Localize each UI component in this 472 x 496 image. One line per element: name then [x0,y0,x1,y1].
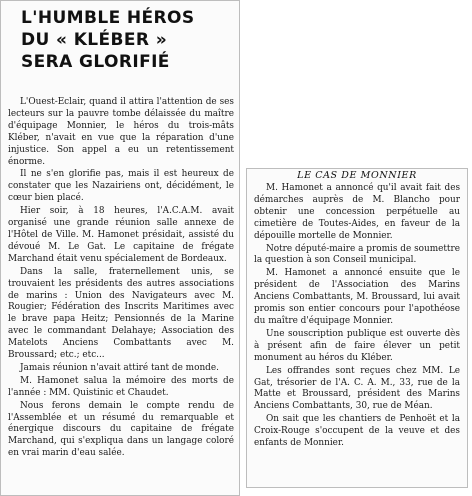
paragraph: M. Hamonet salua la mémoire des morts de l'année : MM. Quistinic et Chaudet. [8,375,234,398]
right-article-body [254,183,460,451]
paragraph: Dans la salle, fraternellement unis, se trouvaient les présidents des autres associations de marins : Union des Navigateurs avec M. Rougier; Fédération des Inscrits Maritimes avec le brave papa Heitz; Pensionnés de la Marine avec le commandant Delahaye; Association des Matelots Anciens Combattants avec M. Broussard; etc.; etc... [8,266,234,361]
paragraph: M. Hamonet a annoncé qu'il avait fait des démarches auprès de M. Blancho pour obtenir une concession perpétuelle au cimetière de Toutes-Aides, en faveur de la dépouille mortelle de Monnier. [254,183,460,241]
headline-line-1: L'HUMBLE HÉROS [21,8,195,28]
paragraph: M. Hamonet a annoncé ensuite que le président de l'Association des Marins Anciens Combattants, M. Broussard, lui avait promis son entier concours pour l'apothéose du maître d'équipage Monnier. [254,268,460,326]
paragraph: L'Ouest-Eclair, quand il attira l'attention de ses lecteurs sur la pauvre tombe délaissée du maître d'équipage Monnier, le héros du trois-mâts Kléber, n'avait en vue que la réparation d'une injustice. Son appel a eu un retentissement énorme. [8,97,234,167]
headline-line-3: SERA GLORIFIÉ [21,52,170,72]
paragraph: Hier soir, à 18 heures, l'A.C.A.M. avait organisé une grande réunion salle annexe de l'Hôtel de Ville. M. Hamonet présidait, assisté du dévoué M. Le Gat. Le capitaine de frégate Marchand était venu spécialement de Bordeaux. [8,206,234,264]
paragraph: Jamais réunion n'avait attiré tant de monde. [20,362,219,373]
paragraph: Les offrandes sont reçues chez MM. Le Gat, trésorier de l'A. C. A. M., 33, rue de la Matte et Broussard, président des Marins Anciens Combattants, 30, rue de Méan. [254,365,460,412]
paragraph: Une souscription publique est ouverte dès à présent afin de faire élever un petit monument au héros du Kléber. [254,328,460,363]
paragraph: Notre député-maire a promis de soumettre la question à son Conseil municipal. [254,243,460,266]
section-subheading: LE CAS DE MONNIER [297,170,417,181]
paragraph: Il ne s'en glorifie pas, mais il est heureux de constater que les Nazairiens ont, décidément, le cœur bien placé. [8,169,234,204]
headline-line-2: DU « KLÉBER » [21,30,168,50]
paragraph: Nous ferons demain le compte rendu de l'Assemblée et un résumé du remarquable et énergique discours du capitaine de frégate Marchand, qui s'expliqua dans un langage coloré en vrai marin d'eau salée. [8,400,234,459]
paragraph: On sait que les chantiers de Penhoët et la Croix-Rouge s'occupent de la veuve et des enfants de Monnier. [254,414,460,449]
headline [21,7,239,73]
left-article-body [8,97,234,461]
